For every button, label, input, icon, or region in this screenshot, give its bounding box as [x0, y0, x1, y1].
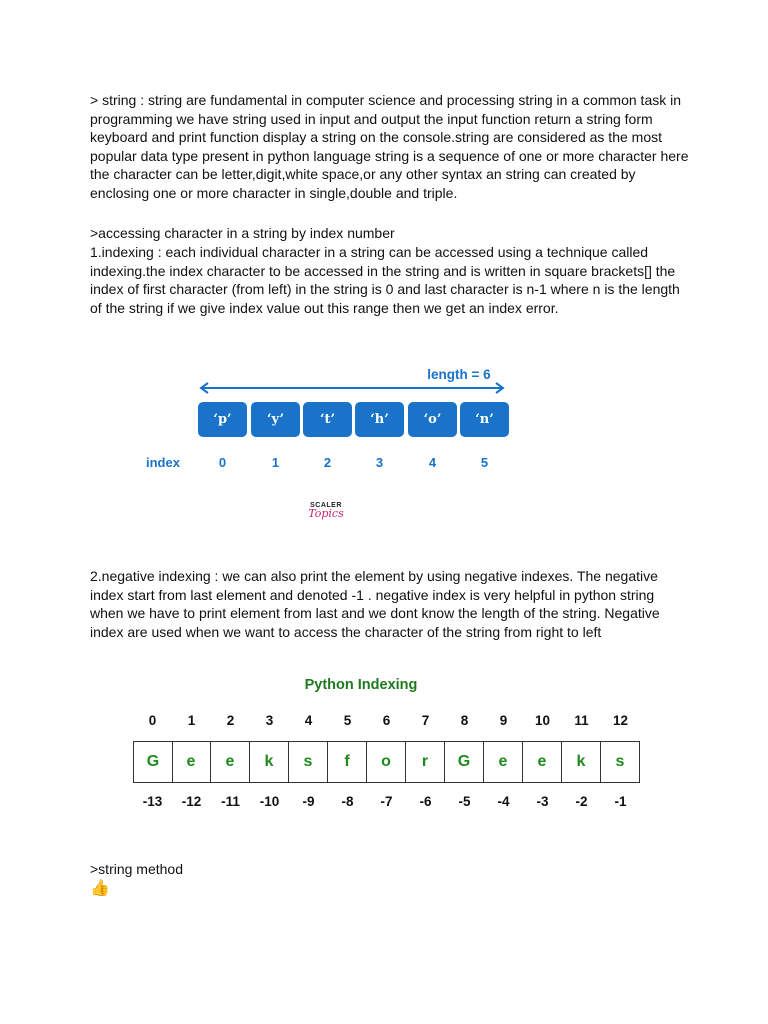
negative-index: -3 — [536, 794, 549, 809]
char-box: ‘t’ — [303, 402, 352, 437]
positive-index: 9 — [499, 713, 508, 728]
index-number: 4 — [428, 455, 437, 470]
index-number: 1 — [271, 455, 280, 470]
char-box: ‘n’ — [460, 402, 509, 437]
positive-index: 2 — [226, 713, 235, 728]
index-number: 3 — [375, 455, 384, 470]
positive-index: 11 — [574, 713, 589, 728]
positive-index: 0 — [148, 713, 157, 728]
letter-cell: o — [367, 741, 406, 783]
string-index-figure — [106, 340, 544, 542]
negative-index: -9 — [302, 794, 315, 809]
negative-index: -4 — [497, 794, 510, 809]
negative-index: -7 — [380, 794, 393, 809]
letter-cell: G — [133, 741, 173, 783]
positive-index: 1 — [187, 713, 196, 728]
length-label: length = 6 — [427, 367, 491, 382]
positive-index: 12 — [612, 713, 629, 728]
letter-cell: s — [601, 741, 640, 783]
negative-index: -11 — [221, 794, 240, 809]
logo-bottom-text: Topics — [308, 507, 344, 520]
positive-index: 8 — [460, 713, 469, 728]
index-label: index — [146, 455, 180, 470]
char-box: ‘h’ — [355, 402, 404, 437]
negative-index: -5 — [458, 794, 471, 809]
positive-index: 6 — [382, 713, 391, 728]
positive-index: 10 — [534, 713, 551, 728]
index-number: 0 — [218, 455, 227, 470]
letter-cell: e — [172, 741, 211, 783]
letter-cell: k — [562, 741, 601, 783]
thumbs-up-icon: 👍 — [90, 880, 110, 897]
letter-cell: r — [406, 741, 445, 783]
index-number: 2 — [323, 455, 332, 470]
letter-cell: s — [289, 741, 328, 783]
length-arrow — [196, 382, 508, 394]
letter-cell: e — [211, 741, 250, 783]
negative-index: -8 — [341, 794, 354, 809]
logo-top-text: SCALER — [310, 502, 342, 509]
positive-index: 4 — [304, 713, 313, 728]
python-indexing-title: Python Indexing — [304, 677, 418, 693]
letter-cell: G — [445, 741, 484, 783]
intro-paragraph: > string : string are fundamental in computer science and processing string in a common task in programming we have string used in input and output the input function return a string form keyboard and print function display a string on the console.string are considered as the most popular data type present in python language string is a sequence of one or more character here the character can be letter,digit,white space,or any other syntax an string can created by enclosing one or more character in single,double and triple. — [90, 92, 689, 201]
letter-cell: e — [484, 741, 523, 783]
positive-index: 3 — [265, 713, 274, 728]
negative-index: -12 — [181, 794, 202, 809]
positive-index: 5 — [343, 713, 352, 728]
negative-index: -2 — [575, 794, 588, 809]
scaler-topics-logo — [302, 502, 350, 520]
index-number: 5 — [480, 455, 489, 470]
char-box: ‘p’ — [198, 402, 247, 437]
string-method-heading: >string method — [90, 861, 183, 877]
indexing-paragraph: 1.indexing : each individual character in a string can be accessed using a technique called indexing.the index character to be accessed in the string and is written in square brackets[] the index of first character (from left) in the string is 0 and last character is n-1 where n is the length of the string if we give index value out this range then we get an index error. — [90, 244, 680, 316]
positive-index: 7 — [421, 713, 430, 728]
accessing-heading: >accessing character in a string by index number — [90, 225, 395, 241]
letter-cell: e — [523, 741, 562, 783]
negative-indexing-paragraph: 2.negative indexing : we can also print the element by using negative indexes. The negative index start from last element and denoted -1 . negative index is very helpful in python string when we have to print element from last and we dont know the length of the string. Negative index are used when we want to access the character of the string from right to left — [90, 568, 660, 640]
negative-index: -6 — [419, 794, 432, 809]
letter-cell: k — [250, 741, 289, 783]
negative-index: -1 — [614, 794, 627, 809]
char-box: ‘o’ — [408, 402, 457, 437]
negative-index: -13 — [142, 794, 163, 809]
negative-index: -10 — [259, 794, 280, 809]
letter-cell: f — [328, 741, 367, 783]
char-box: ‘y’ — [251, 402, 300, 437]
